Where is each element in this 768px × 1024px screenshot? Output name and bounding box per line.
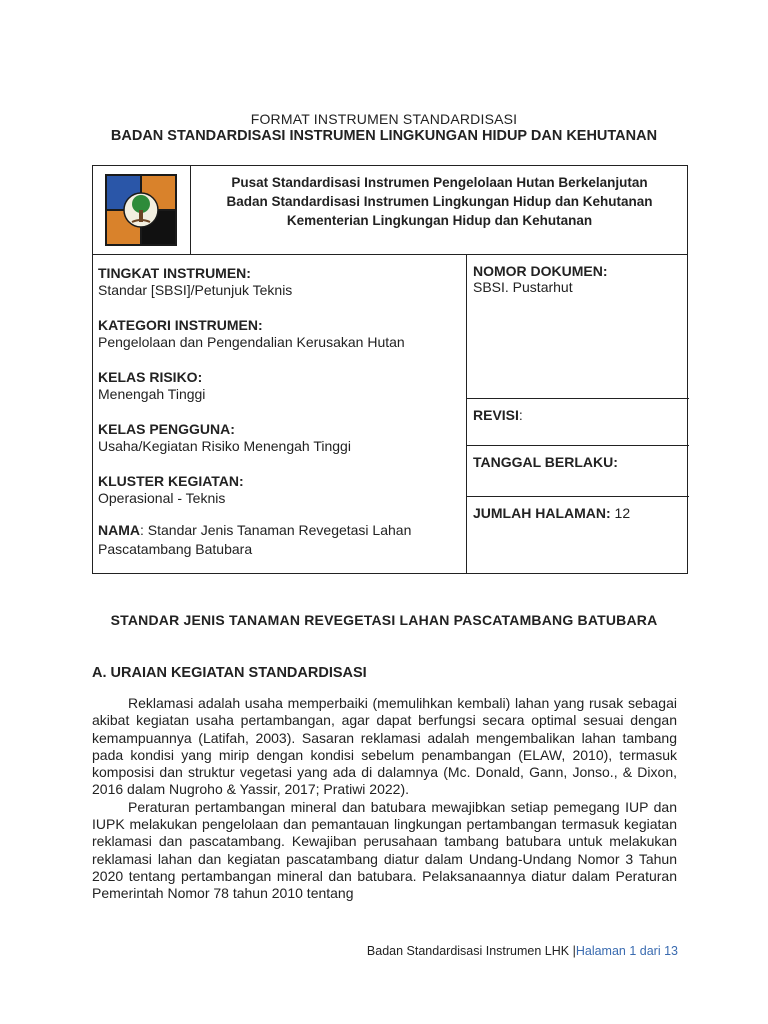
jumlah-halaman-value: 12	[610, 505, 631, 521]
kelas-pengguna-label: KELAS PENGGUNA:	[98, 421, 235, 437]
klhk-tree-logo-icon	[105, 174, 177, 246]
document-title: STANDAR JENIS TANAMAN REVEGETASI LAHAN PASCATAMBANG BATUBARA	[110, 612, 658, 628]
format-title: FORMAT INSTRUMEN STANDARDISASI	[250, 111, 518, 127]
kelas-risiko-value: Menengah Tinggi	[98, 386, 206, 402]
nama-label: NAMA	[98, 522, 140, 538]
kelas-pengguna-value: Usaha/Kegiatan Risiko Menengah Tinggi	[98, 438, 351, 454]
paragraph-1: Reklamasi adalah usaha memperbaiki (memulihkan kembali) lahan yang rusak sebagai akibat kegiatan usaha pertambangan, agar dapat berfungsi secara optimal sesuai dengan kemampuannya (Latifah, 2003). Sasaran reklamasi adalah mengembalikan lahan tambang pada kondisi yang mirip dengan kondisi sebelum penambangan (ELAW, 2010), termasuk komposisi dan struktur vegetasi yang ada di dalamnya (Mc. Donald, Gann, Jonso., & Dixon, 2016 dalam Nugroho & Yassir, 2017; Pratiwi 2022).	[92, 695, 677, 798]
org-line-1: Pusat Standardisasi Instrumen Pengelolaan Hutan Berkelanjutan	[231, 175, 648, 190]
instrument-info-box	[92, 255, 688, 574]
agency-title: BADAN STANDARDISASI INSTRUMEN LINGKUNGAN HIDUP DAN KEHUTANAN	[110, 128, 658, 144]
field-kategori	[98, 317, 458, 351]
nomor-dokumen-cell	[467, 255, 689, 296]
tanggal-berlaku-cell	[467, 446, 689, 472]
kategori-value: Pengelolaan dan Pengendalian Kerusakan Hutan	[98, 334, 405, 350]
tingkat-label: TINGKAT INSTRUMEN:	[98, 265, 251, 281]
revisi-cell	[467, 399, 689, 425]
kelas-risiko-label: KELAS RISIKO:	[98, 369, 203, 385]
field-kelas-pengguna	[98, 421, 458, 455]
field-tingkat	[98, 265, 458, 299]
field-kelas-risiko	[98, 369, 458, 403]
jumlah-halaman-label: JUMLAH HALAMAN:	[473, 505, 611, 521]
section-heading-a: A. URAIAN KEGIATAN STANDARDISASI	[92, 665, 367, 681]
revisi-label: REVISI	[473, 407, 519, 423]
kluster-value: Operasional - Teknis	[98, 490, 226, 506]
footer-org: Badan Standardisasi Instrumen LHK |	[366, 944, 576, 958]
kategori-label: KATEGORI INSTRUMEN:	[98, 317, 263, 333]
field-kluster	[98, 473, 458, 507]
tanggal-berlaku-label: TANGGAL BERLAKU:	[473, 454, 618, 470]
nomor-dokumen-label: NOMOR DOKUMEN:	[473, 263, 608, 279]
org-header-text	[191, 173, 688, 230]
paragraph-2: Peraturan pertambangan mineral dan batubara mewajibkan setiap pemegang IUP dan IUPK melakukan pengelolaan dan pemantauan lingkungan pertambangan termasuk kegiatan reklamasi dan pascatambang. Kewajiban perusahaan tambang batubara untuk melakukan reklamasi lahan dan kegiatan pascatambang diatur dalam Undang-Undang Nomor 3 Tahun 2020 tentang pertambangan mineral dan batubara. Pelaksanaannya diatur dalam Peraturan Pemerintah Nomor 78 tahun 2010 tentang	[92, 798, 677, 902]
field-nama	[98, 521, 458, 559]
footer-page-number: Halaman 1 dari 13	[575, 944, 678, 958]
org-line-2: Badan Standardisasi Instrumen Lingkungan Hidup dan Kehutanan	[226, 194, 653, 209]
kluster-label: KLUSTER KEGIATAN:	[98, 473, 244, 489]
nama-value: : Standar Jenis Tanaman Revegetasi Lahan Pascatambang Batubara	[98, 522, 412, 557]
body-text	[92, 695, 677, 903]
logo-cell	[93, 166, 191, 254]
jumlah-halaman-cell	[467, 497, 689, 523]
tingkat-value: Standar [SBSI]/Petunjuk Teknis	[98, 282, 293, 298]
org-line-3: Kementerian Lingkungan Hidup dan Kehutanan	[286, 213, 593, 228]
nomor-dokumen-value: SBSI. Pustarhut	[473, 279, 573, 295]
instrument-info-left	[98, 265, 458, 559]
page-footer	[367, 944, 678, 958]
org-header-box	[92, 165, 688, 255]
instrument-info-right	[466, 255, 689, 573]
revisi-colon: :	[518, 407, 523, 423]
